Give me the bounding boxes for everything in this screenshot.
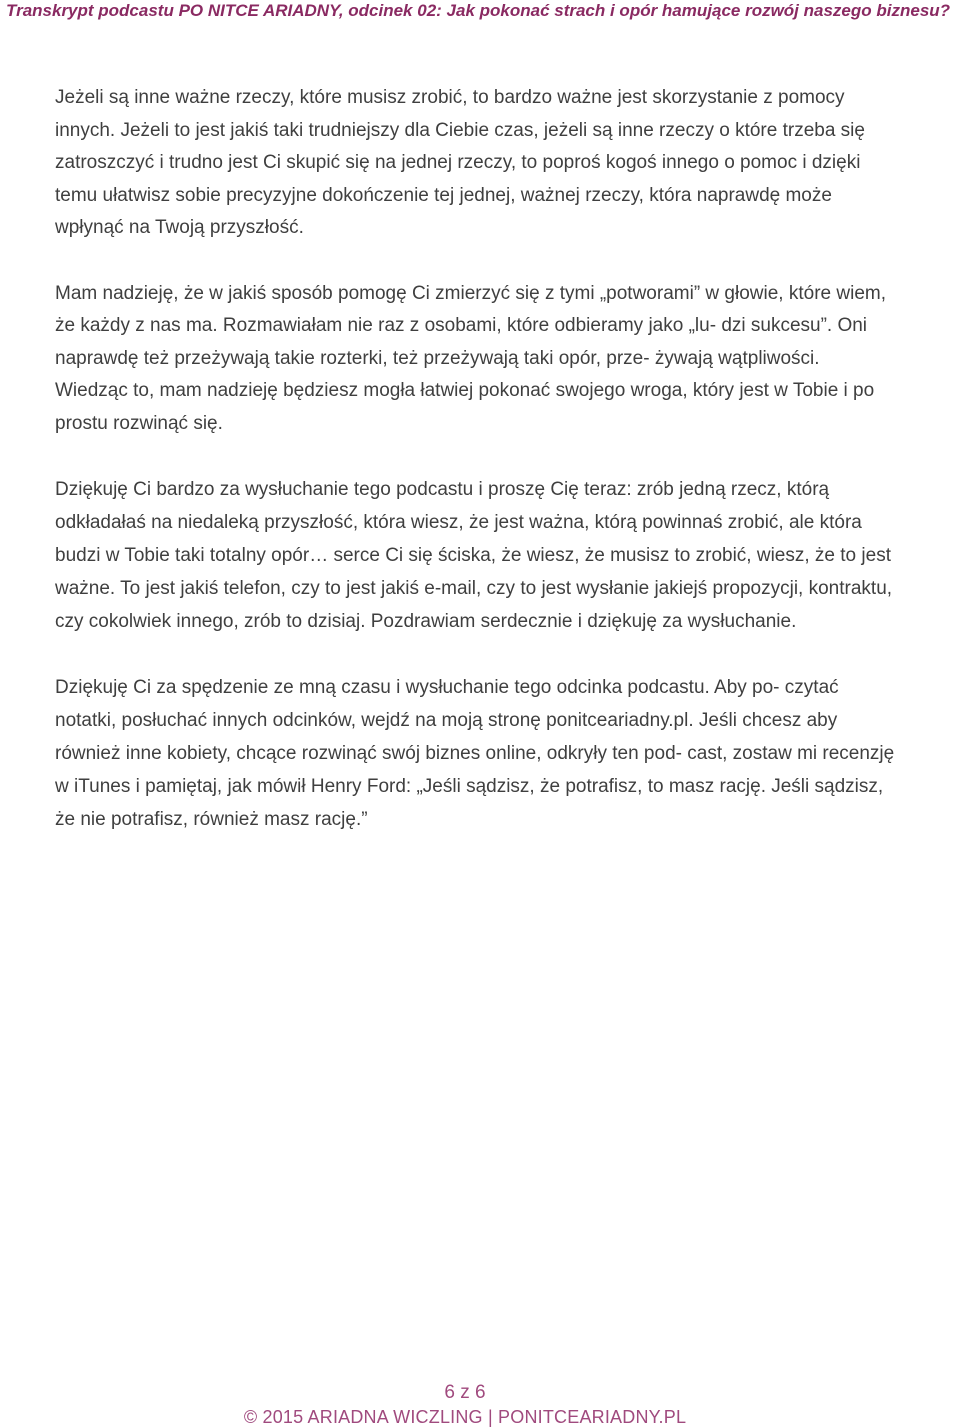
paragraph-line: cast, zostaw mi recenzję w iTunes i pamiętaj, jak mówił Henry Ford: „Jeśli sądzisz, że — [55, 743, 895, 797]
paragraph-line: Dziękuję Ci za spędzenie ze mną czasu i wysłuchanie tego odcinka podcastu. Aby po- — [55, 677, 780, 698]
paragraph-line: rzeczy, która naprawdę może wpłynąć na Twoją przyszłość. — [55, 184, 832, 238]
paragraph-line: dzi sukcesu”. Oni naprawdę też przeżywają takie rozterki, też przeżywają taki opór, prze- — [55, 315, 868, 369]
paragraph-line: serdecznie i dziękuję za wysłuchanie. — [480, 611, 797, 632]
page-header-title: Transkrypt podcastu PO NITCE ARIADNY, odcinek 02: Jak pokonać strach i opór hamujące rozwój naszego biznesu? — [6, 1, 951, 20]
paragraph-4 — [55, 671, 895, 836]
paragraph-line: Dziękuję Ci bardzo za wysłuchanie tego podcastu i proszę Cię teraz: zrób jedną rzecz, — [55, 479, 787, 500]
transcript-body — [55, 82, 895, 869]
paragraph-line: którą odkładałaś na niedaleką przyszłość, która wiesz, że jest ważna, którą powinnaś — [55, 479, 830, 533]
paragraph-line: zrobić, ale która budzi w Tobie taki totalny opór… serce Ci się ściska, że wiesz, że musisz — [55, 512, 862, 566]
footer-copyright: © 2015 ARIADNA WICZLING | PONITCEARIADNY.PL — [243, 1407, 687, 1427]
paragraph-line: Mam nadzieję, że w jakiś sposób pomogę Ci zmierzyć się z tymi „potworami” w głowie, — [55, 282, 789, 304]
paragraph-line: czytać notatki, posłuchać innych odcinków, wejdź na moją stronę ponitceariadny.pl. Jeśli — [55, 677, 839, 731]
paragraph-2 — [55, 278, 895, 441]
paragraph-line: wroga, który jest w Tobie i po prostu rozwinąć się. — [55, 380, 875, 434]
paragraph-line: które wiem, że każdy z nas ma. Rozmawiałam nie raz z osobami, które odbieramy jako „lu- — [55, 282, 886, 336]
paragraph-line: wysłanie jakiejś propozycji, kontraktu, czy cokolwiek innego, zrób to dzisiaj. Pozdrawiam — [55, 578, 893, 632]
paragraph-line: to zrobić, wiesz, że to jest ważne. To jest jakiś telefon, czy to jest jakiś e-mail, czy to jest — [55, 545, 891, 599]
page-number: 6 z 6 — [444, 1382, 486, 1403]
paragraph-line: żywają wątpliwości. Wiedząc to, mam nadzieję będziesz mogła łatwiej pokonać swojego — [55, 347, 820, 401]
paragraph-line: Jeżeli są inne ważne rzeczy, które musisz zrobić, to bardzo ważne jest skorzystanie z — [55, 87, 778, 108]
paragraph-line: chcesz aby również inne kobiety, chcące rozwinąć swój biznes online, odkryły ten pod- — [55, 710, 838, 764]
paragraph-line: potrafisz, to masz rację. Jeśli sądzisz, że nie potrafisz, również masz rację.” — [55, 776, 884, 830]
paragraph-1 — [55, 82, 895, 245]
paragraph-line: które trzeba się zatroszczyć i trudno jest Ci skupić się na jednej rzeczy, to poproś kogoś — [55, 119, 865, 173]
paragraph-line: innego o pomoc i dzięki temu ułatwisz sobie precyzyjne dokończenie tej jednej, ważnej — [55, 152, 861, 206]
paragraph-3 — [55, 473, 895, 638]
paragraph-line: pomocy innych. Jeżeli to jest jakiś taki trudniejszy dla Ciebie czas, jeżeli są inne rzeczy o — [55, 87, 845, 141]
